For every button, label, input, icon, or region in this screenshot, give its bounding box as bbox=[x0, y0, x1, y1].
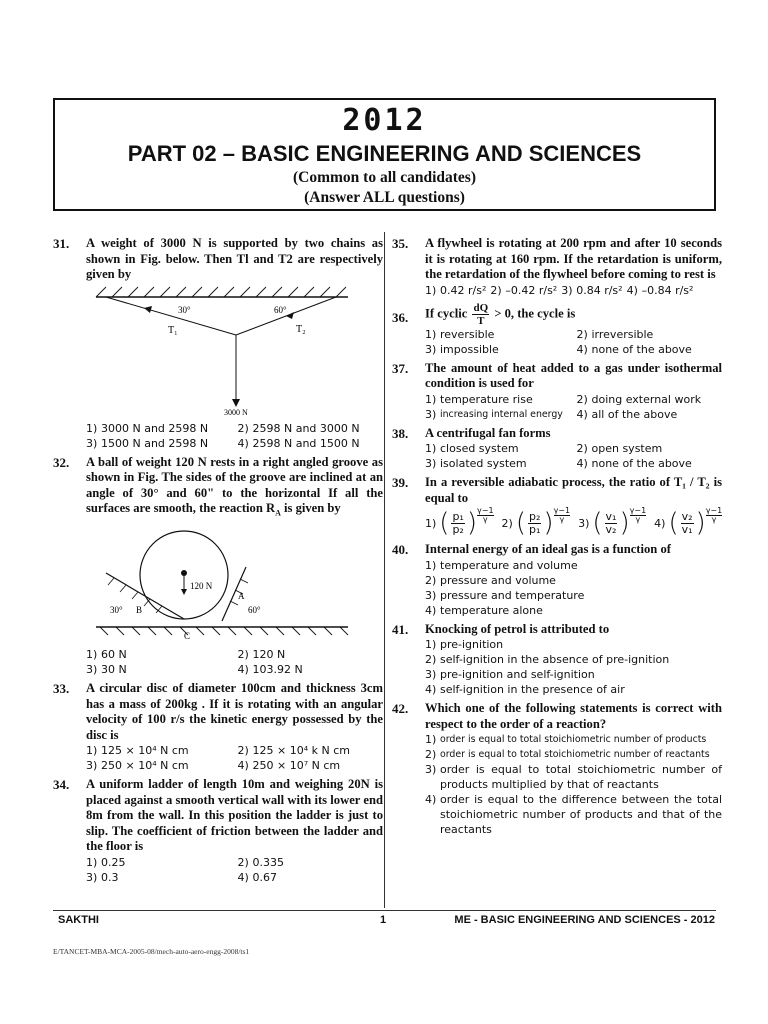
dq-over-t-fraction: $\frac{dQ}{T}$ bbox=[473, 301, 489, 327]
question-41 bbox=[392, 622, 722, 698]
option-2[interactable]: 2) ( $\frac{\text{p₂}}{\text{p₁}}$ ) γ−1 γ bbox=[501, 505, 571, 538]
question-text: If cyclic $\frac{dQ}{T}$ > 0, the cycle is bbox=[425, 301, 576, 327]
t1-label: T₁ bbox=[168, 324, 178, 336]
option-1[interactable]: 1) temperature rise bbox=[425, 392, 533, 406]
option-2[interactable]: 2) open system bbox=[576, 442, 663, 455]
question-text: A uniform ladder of length 10m and weighing 20N is placed against a smooth vertical wall with its lower end 8m from the wall. In this position the ladder is just to slip. The coefficient of friction between the ladder and the floor is bbox=[86, 777, 383, 854]
option-4[interactable]: 4) none of the above bbox=[576, 342, 692, 356]
option-4[interactable]: 4) order is equal to the difference between the total stoichiometric number of products and that of the reactants bbox=[425, 793, 722, 836]
header-box bbox=[53, 98, 716, 211]
column-divider bbox=[384, 232, 385, 908]
options-list bbox=[425, 558, 722, 618]
question-text: Internal energy of an ideal gas is a function of bbox=[425, 542, 671, 556]
point-c-label: C bbox=[184, 631, 191, 642]
question-text: A ball of weight 120 N rests in a right angled groove as shown in Fig. The sides of the groove are inclined at an angle of 30° and 60" to the horizontal If all the surfaces are smooth, the reaction $R_A$ is given by bbox=[86, 454, 383, 518]
option-3[interactable]: 3) 0.84 r/s² bbox=[561, 283, 623, 297]
angle-30-label: 30° bbox=[110, 605, 123, 616]
question-34 bbox=[53, 777, 383, 885]
option-4[interactable]: 4) self-ignition in the presence of air bbox=[425, 683, 625, 696]
question-42 bbox=[392, 701, 722, 837]
question-number: 39. bbox=[392, 475, 409, 490]
footer-rule bbox=[53, 910, 716, 911]
option-3[interactable]: 3) impossible bbox=[425, 342, 499, 356]
option-3[interactable]: 3) order is equal to total stoichiometric number of products multiplied by that of reactants bbox=[425, 763, 722, 791]
point-b-label: B bbox=[136, 605, 143, 616]
option-1[interactable]: 1) order is equal to total stoichiometric number of products bbox=[425, 733, 707, 746]
option-3[interactable]: 3) isolated system bbox=[425, 457, 527, 470]
option-1[interactable]: 1) 0.42 r/s² bbox=[425, 283, 487, 297]
options-grid bbox=[86, 421, 383, 451]
question-number: 41. bbox=[392, 621, 409, 637]
question-number: 31. bbox=[53, 236, 70, 251]
option-4[interactable]: 4) temperature alone bbox=[425, 603, 543, 617]
question-text: A flywheel is rotating at 200 rpm and after 10 seconds it is rotating at 160 rpm. If the retardation is uniform, the retardation of the flywheel before coming to rest is bbox=[425, 236, 722, 281]
question-number: 37. bbox=[392, 360, 409, 376]
question-number: 35. bbox=[392, 236, 409, 251]
exam-year: 2012 bbox=[342, 103, 427, 138]
option-1[interactable]: 1) 60 N bbox=[86, 648, 127, 662]
t2-label: T₂ bbox=[296, 323, 306, 335]
options-grid bbox=[86, 743, 383, 773]
option-2[interactable]: 2) 120 N bbox=[237, 648, 286, 662]
question-35 bbox=[392, 236, 722, 298]
option-3[interactable]: 3) 250 × 10⁴ N cm bbox=[86, 759, 189, 773]
option-4[interactable]: 4) 0.67 bbox=[237, 870, 277, 884]
subtitle-common: (Common to all candidates) bbox=[293, 169, 476, 186]
options-row bbox=[425, 283, 722, 298]
question-text: A weight of 3000 N is supported by two chains as shown in Fig. below. Then Tl and T2 are respectively given by bbox=[86, 236, 383, 281]
page-number: 1 bbox=[380, 914, 387, 926]
question-number: 36. bbox=[392, 309, 409, 325]
option-4[interactable]: 4) 2598 N and 1500 N bbox=[237, 436, 360, 450]
question-number: 33. bbox=[53, 681, 70, 697]
right-column bbox=[392, 236, 722, 841]
option-3[interactable]: 3) increasing internal energy bbox=[425, 407, 563, 421]
question-39 bbox=[392, 475, 722, 536]
option-1[interactable]: 1) 3000 N and 2598 N bbox=[86, 421, 209, 435]
options-grid bbox=[425, 327, 722, 357]
point-a-label: A bbox=[238, 591, 245, 602]
option-1[interactable]: 1) temperature and volume bbox=[425, 558, 578, 572]
question-40 bbox=[392, 542, 722, 618]
option-2[interactable]: 2) irreversible bbox=[576, 327, 654, 341]
option-2[interactable]: 2) 2598 N and 3000 N bbox=[237, 421, 360, 435]
option-4[interactable]: 4) –0.84 r/s² bbox=[626, 283, 694, 297]
angle-30-label: 30° bbox=[178, 304, 191, 315]
option-2[interactable]: 2) order is equal to total stoichiometric number of reactants bbox=[425, 748, 710, 761]
option-2[interactable]: 2) doing external work bbox=[576, 392, 702, 406]
question-32 bbox=[53, 455, 383, 678]
option-2[interactable]: 2) self-ignition in the absence of pre-ignition bbox=[425, 653, 670, 666]
question-36 bbox=[392, 302, 722, 357]
question-text: A circular disc of diameter 100cm and thickness 3cm has a mass of 200kg . If it is rotating with an angular velocity of 100 r/s the kinetic energy possessed by the disc is bbox=[86, 681, 383, 742]
question-number: 40. bbox=[392, 542, 409, 557]
option-3[interactable]: 3) 30 N bbox=[86, 663, 127, 677]
angle-60-label: 60° bbox=[248, 605, 261, 616]
question-33 bbox=[53, 681, 383, 773]
option-1[interactable]: 1) 125 × 10⁴ N cm bbox=[86, 744, 189, 758]
options-list bbox=[425, 732, 722, 837]
question-31 bbox=[53, 236, 383, 451]
options-grid bbox=[86, 855, 383, 885]
option-1[interactable]: 1) ( $\frac{\text{p₁}}{\text{p₂}}$ ) γ−1 γ bbox=[425, 505, 494, 538]
question-38 bbox=[392, 426, 722, 472]
weight-label: 3000 N bbox=[224, 407, 248, 415]
question-number: 32. bbox=[53, 454, 70, 470]
option-1[interactable]: 1) 0.25 bbox=[86, 855, 126, 869]
option-4[interactable]: 4) 103.92 N bbox=[237, 663, 303, 677]
option-3[interactable]: 3) 1500 N and 2598 N bbox=[86, 436, 209, 450]
question-number: 42. bbox=[392, 701, 409, 716]
options-list bbox=[425, 637, 722, 697]
weight-label: 120 N bbox=[190, 581, 213, 592]
question-text: In a reversible adiabatic process, the ratio of T₁ / T₂ is equal to bbox=[425, 475, 722, 505]
question-text: Which one of the following statements is correct with respect to the order of a reaction? bbox=[425, 701, 722, 731]
question-text: A centrifugal fan forms bbox=[425, 425, 551, 440]
option-2[interactable]: 2) 0.335 bbox=[237, 855, 284, 869]
option-4[interactable]: 4) 250 × 10⁷ N cm bbox=[237, 759, 341, 773]
option-1[interactable]: 1) reversible bbox=[425, 327, 495, 341]
option-1[interactable]: 1) pre-ignition bbox=[425, 638, 504, 651]
question-number: 34. bbox=[53, 777, 70, 793]
chain-figure bbox=[86, 285, 383, 419]
option-2[interactable]: 2) –0.42 r/s² bbox=[490, 283, 558, 297]
ratio-options bbox=[425, 505, 723, 538]
options-grid bbox=[86, 647, 383, 677]
option-3[interactable]: 3) pressure and temperature bbox=[425, 588, 585, 602]
file-path: E/TANCET-MBA-MCA-2005-08/mech-auto-aero-engg-2008/ts1 bbox=[53, 947, 250, 956]
option-2[interactable]: 2) 125 × 10⁴ k N cm bbox=[237, 744, 350, 758]
option-4[interactable]: 4) all of the above bbox=[576, 407, 678, 421]
options-grid bbox=[425, 392, 722, 422]
footer-publisher: SAKTHI bbox=[58, 914, 99, 926]
angle-60-label: 60° bbox=[274, 304, 287, 315]
question-text: The amount of heat added to a gas under isothermal condition is used for bbox=[425, 360, 722, 390]
option-1[interactable]: 1) closed system bbox=[425, 442, 519, 455]
footer-section-title: ME - BASIC ENGINEERING AND SCIENCES - 2012 bbox=[454, 914, 715, 926]
question-text: Knocking of petrol is attributed to bbox=[425, 621, 610, 636]
option-3[interactable]: 3) pre-ignition and self-ignition bbox=[425, 668, 595, 681]
groove-figure bbox=[86, 523, 383, 645]
options-grid bbox=[425, 441, 722, 471]
option-3[interactable]: 3) 0.3 bbox=[86, 870, 119, 884]
option-2[interactable]: 2) pressure and volume bbox=[425, 573, 556, 587]
question-number: 38. bbox=[392, 425, 409, 441]
option-3[interactable]: 3) ( $\frac{\text{v₁}}{\text{v₂}}$ ) γ−1 γ bbox=[578, 505, 647, 538]
question-37 bbox=[392, 361, 722, 422]
option-4[interactable]: 4) ( $\frac{\text{v₂}}{\text{v₁}}$ ) γ−1 γ bbox=[654, 505, 723, 538]
subtitle-instructions: (Answer ALL questions) bbox=[304, 189, 465, 206]
part-title: PART 02 – BASIC ENGINEERING AND SCIENCES bbox=[127, 141, 642, 166]
left-column bbox=[53, 236, 383, 889]
option-4[interactable]: 4) none of the above bbox=[576, 457, 692, 470]
